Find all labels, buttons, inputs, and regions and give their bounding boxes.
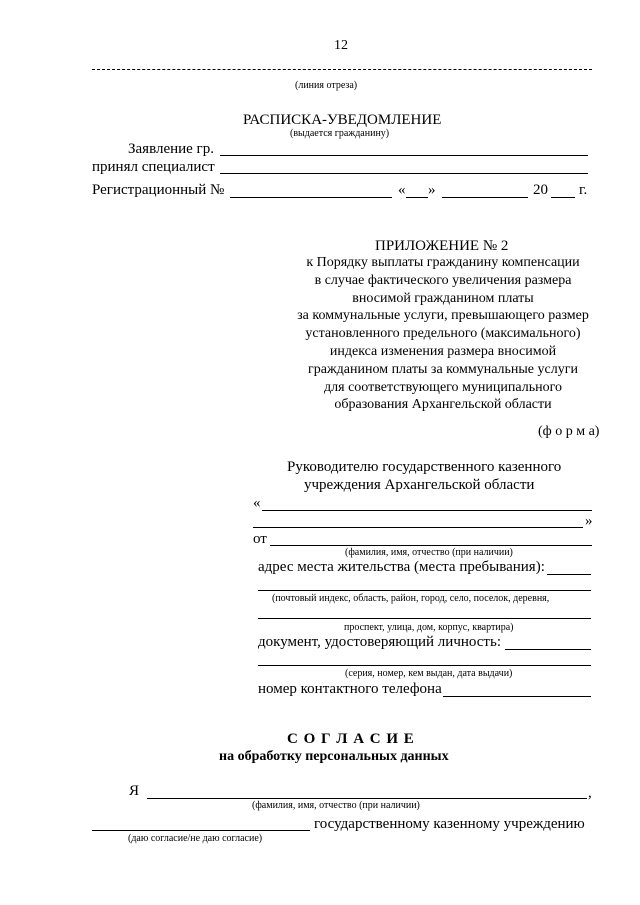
cut-line <box>92 69 592 70</box>
consent-choice-field[interactable] <box>92 830 310 831</box>
appendix-line: за коммунальные услуги, превышающего размер <box>297 308 589 324</box>
reg-label: Регистрационный № <box>92 182 225 198</box>
id-doc-field-inline[interactable] <box>505 649 591 650</box>
appendix-line: к Порядку выплаты гражданину компенсации <box>306 255 580 270</box>
reg-year-suffix: г. <box>579 182 588 198</box>
specialist-field[interactable] <box>220 173 588 174</box>
cut-line-caption: (линия отреза) <box>295 80 358 91</box>
appendix-line: вносимой гражданином платы <box>352 290 534 306</box>
reg-number-field[interactable] <box>230 197 392 198</box>
appendix-heading: ПРИЛОЖЕНИЕ № 2 <box>375 238 509 254</box>
appendix-line: в случае фактического увеличения размера <box>314 272 572 288</box>
address-field[interactable] <box>258 590 591 591</box>
appendix-line: индекса изменения размера вносимой <box>329 343 557 359</box>
consent-i-label: Я <box>129 783 140 799</box>
form-label: (ф о р м а) <box>538 424 600 439</box>
consent-subtitle: на обработку персональных данных <box>219 749 449 764</box>
applicant-fio-field[interactable] <box>270 545 592 546</box>
consent-institution-text: государственному казенному учреждению <box>314 816 585 832</box>
phone-field[interactable] <box>443 696 591 697</box>
appendix-line: гражданином платы за коммунальные услуги <box>308 361 578 377</box>
institution-quote-close: » <box>585 513 593 529</box>
reg-year-field[interactable] <box>551 197 575 198</box>
reg-day-field[interactable] <box>406 197 428 198</box>
reg-quote-open: « <box>398 182 406 198</box>
address-caption-1: (почтовый индекс, область, район, город, село, поселок, деревня, <box>272 593 550 604</box>
reg-quote-close: » <box>428 182 436 198</box>
consent-comma: , <box>588 785 592 801</box>
statement-field[interactable] <box>220 155 588 156</box>
institution-name-field[interactable] <box>262 510 592 511</box>
receipt-title: РАСПИСКА-УВЕДОМЛЕНИЕ <box>243 112 442 128</box>
address-field-2[interactable] <box>258 618 591 619</box>
from-label: от <box>253 531 267 547</box>
appendix-text <box>288 254 598 414</box>
id-doc-field[interactable] <box>258 665 591 666</box>
appendix-line: для соответствующего муниципального <box>324 379 562 395</box>
reg-month-field[interactable] <box>442 197 528 198</box>
id-doc-label: документ, удостоверяющий личность: <box>258 634 501 650</box>
reg-year-prefix: 20 <box>533 182 548 198</box>
address-label: адрес места жительства (места пребывания): <box>258 559 545 575</box>
appendix-line: образования Архангельской области <box>334 397 552 413</box>
phone-label: номер контактного телефона <box>258 681 442 697</box>
address-caption-2: проспект, улица, дом, корпус, квартира) <box>344 622 514 633</box>
address-field-inline[interactable] <box>547 574 591 575</box>
consent-fio-field[interactable] <box>147 798 587 799</box>
receipt-subtitle: (выдается гражданину) <box>290 128 390 139</box>
consent-choice-caption: (даю согласие/не даю согласие) <box>128 833 263 844</box>
consent-title: С О Г Л А С И Е <box>287 731 415 747</box>
page-number: 12 <box>334 38 348 53</box>
addressee-line1: Руководителю государственного казенного <box>287 459 562 475</box>
institution-quote-open: « <box>253 495 261 511</box>
appendix-line: установленного предельного (максимального) <box>305 326 581 342</box>
applicant-fio-caption: (фамилия, имя, отчество (при наличии) <box>345 547 513 558</box>
statement-label: Заявление гр. <box>128 141 214 157</box>
addressee-line2: учреждения Архангельской области <box>304 477 535 493</box>
institution-name-field-2[interactable] <box>253 527 583 528</box>
id-doc-caption: (серия, номер, кем выдан, дата выдачи) <box>345 668 513 679</box>
accepted-label: принял специалист <box>92 159 215 175</box>
consent-fio-caption: (фамилия, имя, отчество (при наличии) <box>252 800 420 811</box>
